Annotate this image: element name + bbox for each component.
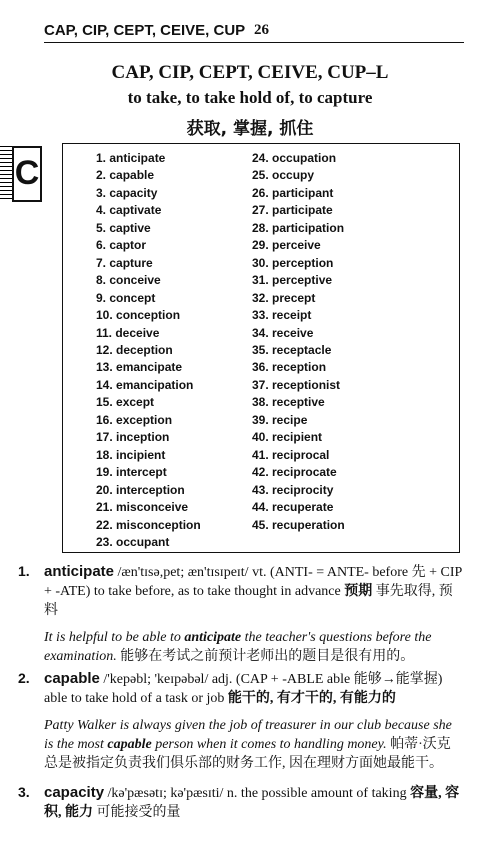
entry-chinese-gloss: 预期: [344, 584, 373, 599]
list-item: 9. concept: [96, 290, 156, 305]
entry-definition-text: /kə'pæsətɪ; kə'pæsɪti/ n. the possible amount of taking: [104, 786, 411, 801]
entry-definition-tail: 可能接受的量: [93, 805, 181, 820]
list-item: 20. interception: [96, 482, 185, 497]
list-item: 37. receptionist: [252, 377, 341, 392]
list-item: 30. perception: [252, 255, 334, 270]
root-meaning-chinese: 获取, 掌握, 抓住: [186, 119, 314, 139]
entry-example: [44, 628, 464, 666]
entry-definition-tail: 事先取得, 预料: [44, 584, 453, 618]
list-item: 36. reception: [252, 360, 327, 375]
running-header: [44, 20, 464, 42]
list-item: 41. reciprocal: [252, 447, 330, 462]
list-item: 35. receptacle: [252, 342, 332, 357]
list-item: 12. deception: [96, 342, 173, 357]
entry-definition: [44, 562, 464, 620]
root-title: CAP, CIP, CEPT, CEIVE, CUP–L: [111, 62, 389, 83]
example-translation: 帕蒂·沃克总是被指定负责我们俱乐部的财务工作, 因在理财方面她最能干。: [44, 737, 451, 771]
list-item: 28. participation: [252, 220, 345, 235]
example-translation: 能够在考试之前预计老师出的题目是很有用的。: [116, 649, 415, 664]
list-item: 19. intercept: [96, 465, 167, 480]
list-item: 27. participate: [252, 203, 333, 218]
list-item: 18. incipient: [96, 447, 166, 462]
list-item: 8. conceive: [96, 273, 161, 288]
list-item: 31. perceptive: [252, 273, 333, 288]
list-item: 10. conception: [96, 308, 181, 323]
list-item: 40. recipient: [252, 430, 323, 445]
word-list-column-1: [96, 150, 201, 551]
list-item: 13. emancipate: [96, 360, 183, 375]
entry-anticipate: [18, 562, 464, 666]
entry-definition-text: /æn'tɪsə,pet; æn'tɪsɪpeɪt/ vt. (ANTI- = ANTE- before 先 + CIP + -ATE) to take before, as to take thought in advance: [44, 565, 462, 599]
list-item: 11. deceive: [96, 325, 160, 340]
list-item: 42. reciprocate: [252, 465, 337, 480]
page-number: 26: [254, 22, 269, 38]
running-header-title: CAP, CIP, CEPT, CEIVE, CUP: [44, 22, 246, 39]
entry-example: [44, 716, 464, 773]
list-item: 2. capable: [96, 168, 155, 183]
entry-definition-text: /'kepəbl; 'keɪpəbəl/ adj. (CAP + -ABLE able 能够→能掌握) able to take hold of a task or job: [44, 672, 443, 706]
list-item: 38. receptive: [252, 395, 325, 410]
list-item: 45. recuperation: [252, 517, 345, 532]
entry-capable: [18, 669, 464, 773]
list-item: 5. captive: [96, 220, 151, 235]
list-item: 6. captor: [96, 238, 147, 253]
example-keyword: capable: [107, 737, 152, 752]
header-rule: [44, 42, 464, 43]
section-letter: C: [12, 146, 42, 202]
list-item: 22. misconception: [96, 517, 201, 532]
list-item: 39. recipe: [252, 412, 308, 427]
entry-definition: [44, 669, 464, 708]
entry-headword: capable: [44, 670, 100, 687]
example-text: Patty Walker is always given the job of treasurer in our club because she is the most: [44, 718, 452, 752]
entry-chinese-gloss: 能干的, 有才干的, 有能力的: [227, 691, 396, 706]
list-item: 3. capacity: [96, 185, 158, 200]
root-meaning-english: to take, to take hold of, to capture: [127, 88, 373, 107]
section-tab: [0, 146, 44, 202]
list-item: 26. participant: [252, 185, 334, 200]
example-text-tail: person when it comes to handling money.: [151, 737, 387, 752]
list-item: 14. emancipation: [96, 377, 194, 392]
list-item: 29. perceive: [252, 238, 321, 253]
list-item: 7. capture: [96, 255, 153, 270]
list-item: 23. occupant: [96, 534, 170, 549]
example-text-tail: the teacher's questions before the examination.: [44, 630, 432, 664]
list-item: 4. captivate: [96, 203, 162, 218]
example-keyword: anticipate: [184, 630, 242, 645]
word-list-column-2: [252, 150, 345, 534]
example-text: It is helpful to be able to: [44, 630, 185, 645]
list-item: 33. receipt: [252, 308, 312, 323]
list-item: 43. reciprocity: [252, 482, 334, 497]
list-item: 34. receive: [252, 325, 314, 340]
list-item: 44. recuperate: [252, 500, 334, 515]
list-item: 32. precept: [252, 290, 316, 305]
list-item: 17. inception: [96, 430, 170, 445]
entry-number: 3.: [18, 784, 30, 800]
entry-chinese-gloss: 容量, 容积, 能力: [44, 786, 460, 820]
entry-headword: capacity: [44, 784, 105, 801]
entry-headword: anticipate: [44, 563, 115, 580]
entry-number: 2.: [18, 670, 30, 686]
list-item: 24. occupation: [252, 151, 337, 165]
list-item: 16. exception: [96, 412, 173, 427]
list-item: 15. except: [96, 395, 155, 410]
list-item: 21. misconceive: [96, 500, 189, 515]
entry-capacity: [18, 783, 464, 822]
list-item: 1. anticipate: [96, 151, 166, 165]
entry-number: 1.: [18, 563, 30, 579]
list-item: 25. occupy: [252, 168, 315, 183]
entry-definition: [44, 783, 464, 822]
